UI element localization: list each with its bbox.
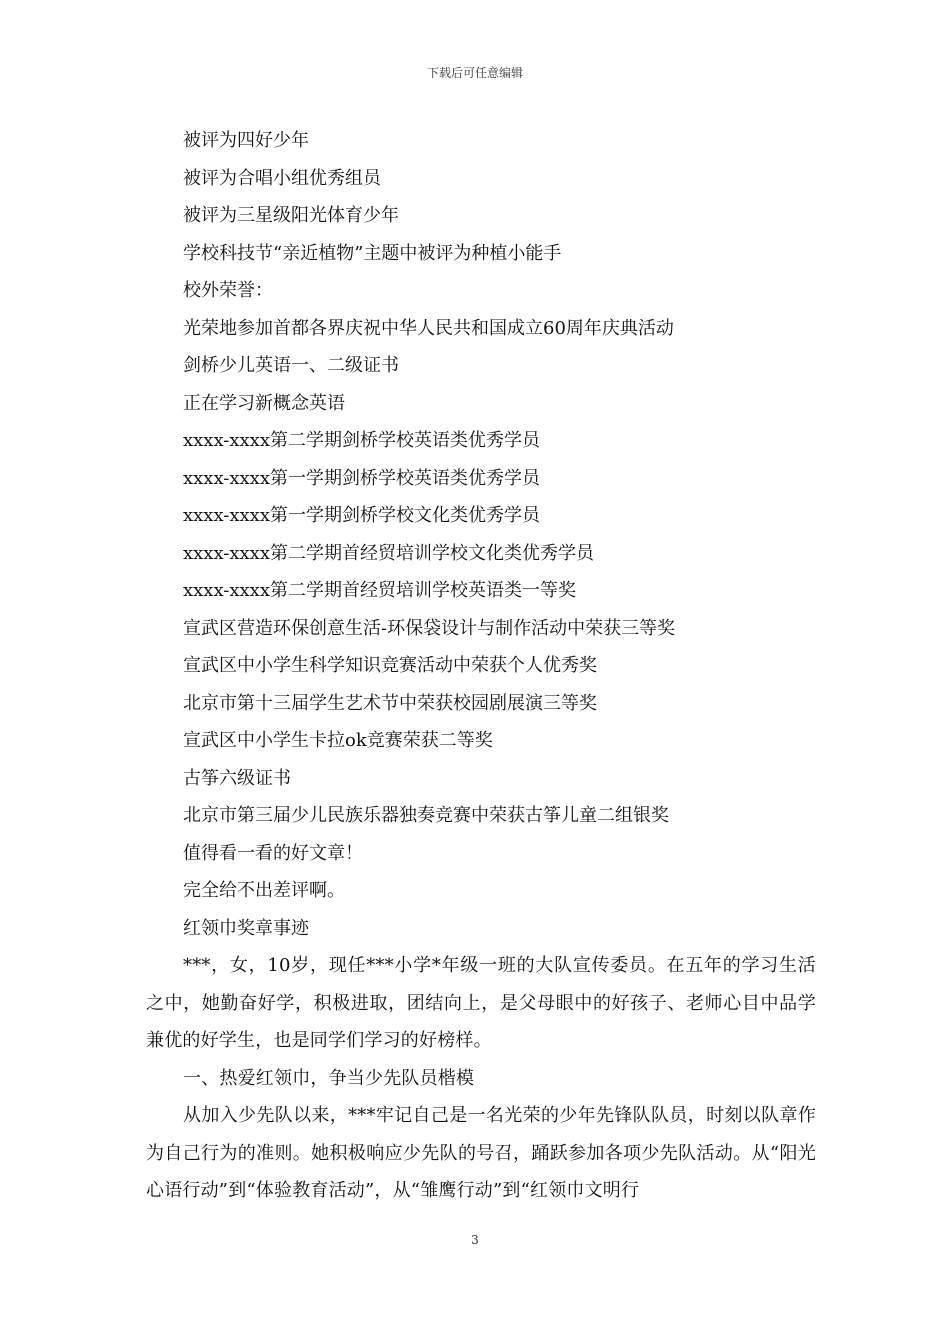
list-item: 被评为四好少年 (183, 130, 309, 151)
list-item: 光荣地参加首都各界庆祝中华人民共和国成立60周年庆典活动 (183, 317, 674, 339)
section-heading: 校外荣誉： (183, 280, 273, 301)
list-item: xxxx-xxxx第二学期剑桥学校英语类优秀学员 (183, 430, 540, 451)
page-number: 3 (471, 1233, 479, 1247)
list-item: 被评为三星级阳光体育少年 (183, 205, 399, 226)
article-title: 红领巾奖章事迹 (183, 917, 309, 939)
section-heading: 一、热爱红领巾，争当少先队员楷模 (183, 1067, 475, 1089)
list-item: 学校科技节“亲近植物”主题中被评为种植小能手 (183, 242, 562, 264)
list-item: 北京市第三届少儿民族乐器独奏竞赛中荣获古筝儿童二组银奖 (183, 805, 669, 826)
list-item: 值得看一看的好文章！ (183, 842, 363, 864)
list-item: 北京市第十三届学生艺术节中荣获校园剧展演三等奖 (183, 692, 597, 714)
list-item: 正在学习新概念英语 (183, 392, 345, 414)
list-item: xxxx-xxxx第二学期首经贸培训学校文化类优秀学员 (183, 542, 594, 564)
list-item: 宣武区中小学生科学知识竞赛活动中荣获个人优秀奖 (183, 655, 597, 676)
list-item: 宣武区营造环保创意生活-环保袋设计与制作活动中荣获三等奖 (183, 617, 676, 639)
page-header: 下载后可任意编辑 (426, 66, 523, 80)
paragraph: 从加入少先队以来，***牢记自己是一名光荣的少年先锋队队员，时刻以队章作为自己行为的准则。她积极响应少先队的号召，踊跃参加各项少先队活动。从“阳光心语行动”到“体验教育活动”，从“雏鹰行动”到“红领巾文明行 (146, 1105, 816, 1201)
list-item: 被评为合唱小组优秀组员 (183, 167, 381, 189)
paragraph: ***，女，10岁，现任***小学*年级一班的大队宣传委员。在五年的学习生活之中，她勤奋好学，积极进取，团结向上，是父母眼中的好孩子、老师心目中品学兼优的好学生，也是同学们学习的好榜样。 (146, 955, 816, 1051)
list-item: xxxx-xxxx第一学期剑桥学校文化类优秀学员 (183, 505, 540, 526)
list-item: xxxx-xxxx第二学期首经贸培训学校英语类一等奖 (183, 580, 576, 601)
list-item: xxxx-xxxx第一学期剑桥学校英语类优秀学员 (183, 467, 540, 489)
list-item: 剑桥少儿英语一、二级证书 (183, 355, 399, 376)
list-item: 完全给不出差评啊。 (183, 880, 345, 901)
document-body (146, 122, 816, 1210)
list-item: 宣武区中小学生卡拉ok竞赛荣获二等奖 (183, 730, 493, 751)
list-item: 古筝六级证书 (183, 767, 291, 789)
